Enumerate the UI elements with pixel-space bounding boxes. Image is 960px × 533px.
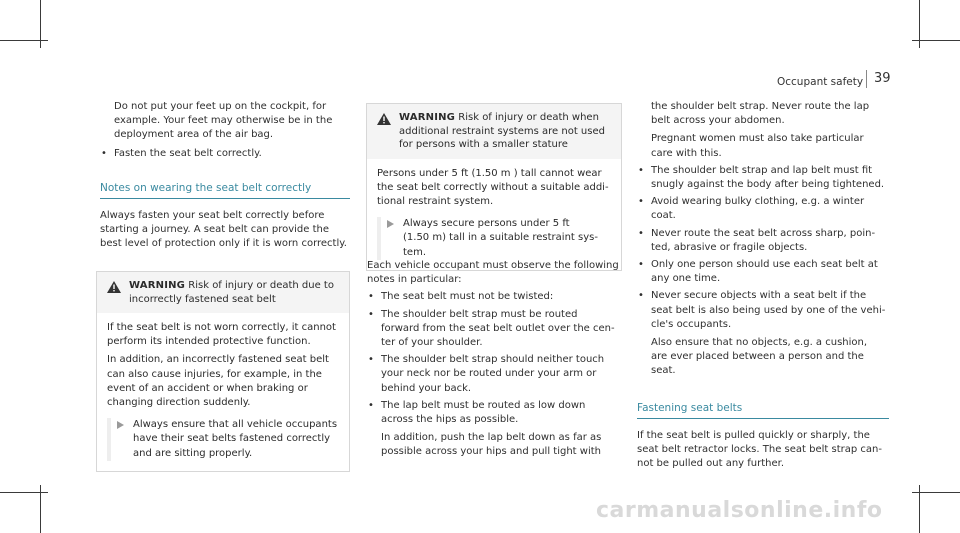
warning-header: WARNING Risk of injury or death due to incorrectly fastened seat belt [97,272,349,313]
list-item: • The shoulder belt strap should neither touch your neck nor be routed under your arm or behind your back. [368,354,605,394]
list-item: • The seat belt must not be twisted: [368,291,554,303]
crop-mark [0,492,48,493]
arrow-icon [117,421,124,429]
warning-header: WARNING Risk of injury or death when additional restraint systems are not used for persons with a smaller stature [367,104,621,159]
list-item: • The shoulder belt strap must be routed forward from the seat belt outlet over the cen- ter of your shoulder. [368,308,615,349]
list-item: • Fasten the seat belt correctly. [101,147,262,159]
warning-body: Persons under 5 ft (1.50 m ) tall cannot wear the seat belt correctly without a suitable addi- tional restraint system. Always secure persons under 5 ft (1.50 m) tall in a suitable restraint sys- tem. [367,159,621,270]
left-column [100,100,350,252]
warning-label: WARNING [399,112,456,123]
warning-box [366,103,622,271]
crop-mark [912,40,960,41]
action-step: Always secure persons under 5 ft (1.50 m) tall in a suitable restraint sys- tem. [377,217,611,260]
crop-mark [912,492,960,493]
list-item: • Never route the seat belt across sharp, poin- ted, abrasive or fragile objects. [638,227,876,253]
intro-text: Do not put your feet up on the cockpit, for example. Your feet may otherwise be in the deployment area of the air bag. [114,101,333,141]
section-paragraph: Always fasten your seat belt correctly before starting a journey. A seat belt can provide the best level of protection only if it is worn correctly. [100,210,347,250]
running-header: Occupant safety [777,76,864,88]
page-number: 39 [874,71,891,86]
arrow-icon [387,220,394,228]
warning-body: If the seat belt is not worn correctly, it cannot perform its intended protective function. In addition, an incorrectly fastened seat belt can also cause injuries, for example, in the event of an accident or when braking or changing direction suddenly. Always ensure that all vehicle occupants have their seat belts fastened correctly and are sitting properly. [97,313,349,471]
warning-box [96,271,350,472]
section-paragraph: If the seat belt is pulled quickly or sharply, the seat belt retractor locks. The seat belt strap can- not be pulled out any further. [637,429,882,470]
crop-mark [0,40,48,41]
list-item: • The shoulder belt strap and lap belt must fit snugly against the body after being tightened. [638,164,885,191]
warning-icon [107,281,121,298]
action-step: Always ensure that all vehicle occupants have their seat belts fastened correctly and are sitting properly. [107,418,339,461]
header-divider [866,70,867,88]
middle-column: Each vehicle occupant must observe the following notes in particular: • The seat belt must not be twisted: • The shoulder belt strap must be routed forward from the seat belt outlet over the cen- ter of your shoulder. • The shoulder belt strap should neither touch your neck nor be routed under your arm or behind your back. • The lap belt must be routed as low down across the hips as possible. In addition, push the lap belt down as far as possible across your hips and pull tight with [367,259,627,460]
warning-label: WARNING [129,280,186,291]
list-item: • Only one person should use each seat belt at any one time. [638,259,878,285]
section-heading: Notes on wearing the seat belt correctly [100,181,350,199]
list-item: • The lap belt must be routed as low down across the hips as possible. In addition, push the lap belt down as far as possible across your hips and pull tight with [368,399,602,458]
right-column: the shoulder belt strap. Never route the lap belt across your abdomen. Pregnant women must also take particular care with this. • The shoulder belt strap and lap belt must fit snugly against the body after being tightened. • Avoid wearing bulky clothing, e.g. a winter coat. • Never route the seat belt across sharp, poin- ted, abrasive or fragile objects. • Only one person should use each seat belt at any one time. • Never secure objects with a seat belt if the seat belt is also being used by one of the vehi- cle's occupants. Also ensure that no objects, e.g. a cushion, are ever placed between a person and the seat. Fastening seat belts If the seat belt is pulled quickly or sharply, the seat belt retractor locks. The seat belt strap can- not be pulled out any further. [637,100,892,471]
list-item: • Avoid wearing bulky clothing, e.g. a winter coat. [638,196,865,222]
section-heading: Fastening seat belts [637,401,889,419]
list-item: • Never secure objects with a seat belt if the seat belt is also being used by one of the vehi- cle's occupants. Also ensure that no objects, e.g. a cushion, are ever placed between a person and the seat. [638,290,886,377]
warning-icon [377,113,391,130]
watermark: carmanualsonline.info [596,498,883,523]
